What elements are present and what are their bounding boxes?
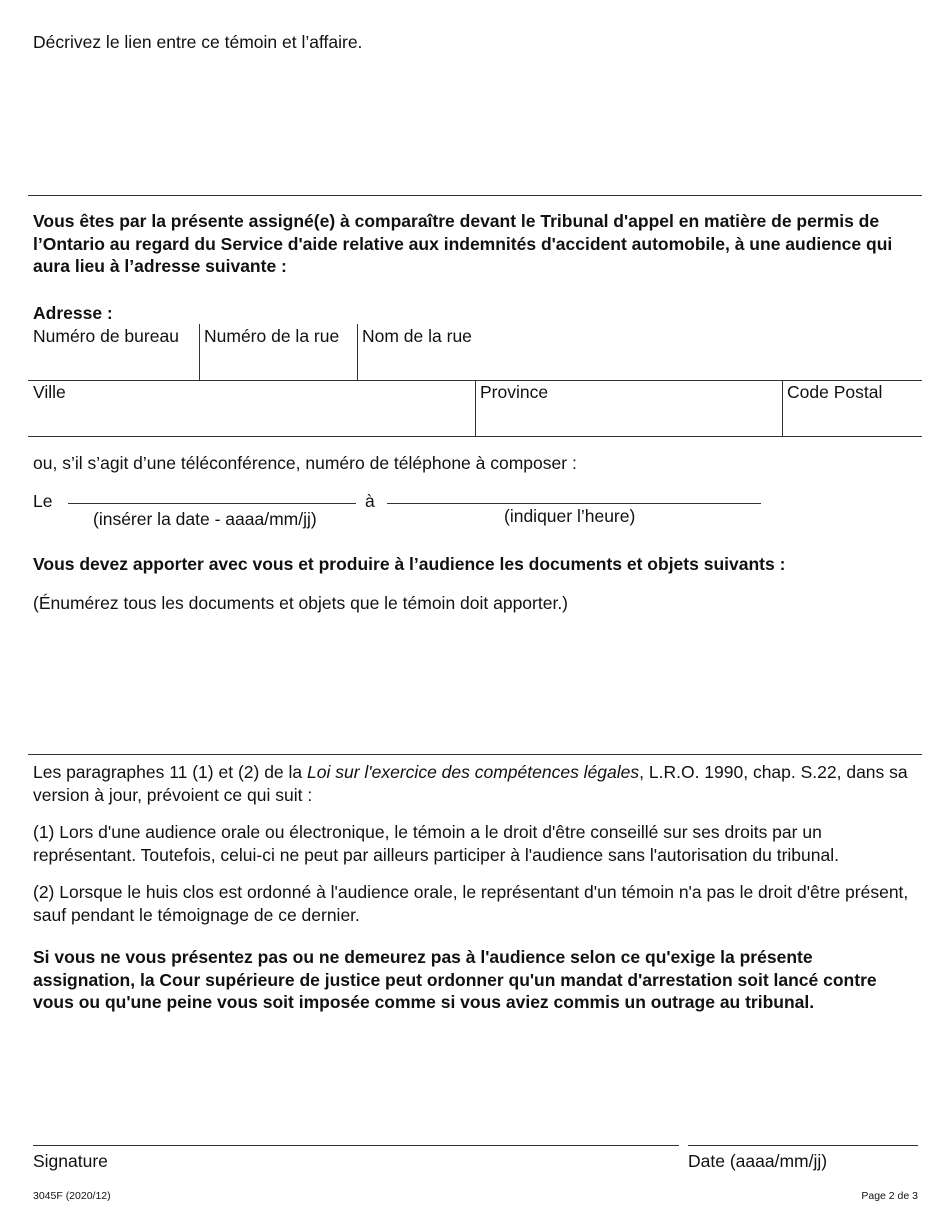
hearing-date-input[interactable] (68, 480, 358, 504)
office-number-label: Numéro de bureau (33, 326, 179, 346)
signature-date-label: Date (aaaa/mm/jj) (688, 1151, 828, 1171)
legal-intro-start: Les paragraphes 11 (1) et (2) de la (33, 762, 308, 782)
witness-link-prompt: Décrivez le lien entre ce témoin et l’affaire. (33, 32, 363, 52)
signature-date-line[interactable] (688, 1145, 918, 1146)
office-number-input[interactable] (33, 352, 197, 378)
legal-paragraph-1: (1) Lors d'une audience orale ou électronique, le témoin a le droit d'être conseillé sur ses droits par un représentant. Toutefois, celui-ci ne peut par ailleurs participer à l'audience sans l'autorisation du tribunal. (33, 822, 839, 865)
time-underline (387, 503, 761, 504)
page-number: Page 2 de 3 (861, 1190, 918, 1202)
signature-label: Signature (33, 1151, 108, 1171)
postal-code-input[interactable] (787, 408, 921, 434)
divider (28, 754, 922, 755)
legal-intro (33, 761, 918, 806)
date-prefix-label: Le (33, 491, 53, 511)
street-number-label: Numéro de la rue (204, 326, 340, 346)
legal-intro-end: , L.R.O. 1990, chap. S.22, dans sa version à jour, prévoient ce qui suit : (33, 762, 908, 805)
field-separator (475, 380, 476, 436)
time-prefix-label: à (365, 491, 375, 511)
divider (28, 436, 922, 437)
teleconference-phone-input[interactable] (618, 451, 920, 477)
date-caption: (insérer la date - aaaa/mm/jj) (93, 509, 317, 529)
legal-paragraph-2: (2) Lorsque le huis clos est ordonné à l'audience orale, le représentant d'un témoin n'a pas le droit d'être présent, sauf pendant le témoignage de ce dernier. (33, 882, 909, 925)
warning-text: Si vous ne vous présentez pas ou ne demeurez pas à l'audience selon ce qu'exige la présente assignation, la Cour supérieure de justice peut ordonner qu'un mandat d'arrestation soit lancé contre vous ou qu'une peine vous soit imposée comme si vous aviez commis un outrage au tribunal. (33, 947, 877, 1012)
documents-heading: Vous devez apporter avec vous et produire à l’audience les documents et objets suivants : (33, 554, 786, 574)
date-underline (68, 503, 356, 504)
summons-text: Vous êtes par la présente assigné(e) à comparaître devant le Tribunal d'appel en matière de permis de l’Ontario au regard du Service d'aide relative aux indemnités d'accident automobile, à une audience qui aura lieu à l’adresse suivante : (33, 211, 893, 276)
province-label: Province (480, 382, 549, 402)
postal-code-label: Code Postal (787, 382, 883, 402)
street-name-label: Nom de la rue (362, 326, 472, 346)
signature-line[interactable] (33, 1145, 679, 1146)
field-separator (782, 380, 783, 436)
act-title: Loi sur l'exercice des compétences légales (307, 762, 640, 782)
hearing-time-input[interactable] (387, 480, 763, 504)
field-separator (357, 324, 358, 380)
province-input[interactable] (480, 408, 780, 434)
witness-link-field[interactable] (33, 58, 922, 190)
city-label: Ville (33, 382, 66, 402)
time-caption: (indiquer l’heure) (504, 506, 636, 526)
divider (28, 195, 922, 196)
field-separator (199, 324, 200, 380)
city-input[interactable] (33, 408, 473, 434)
documents-instruction: (Énumérez tous les documents et objets que le témoin doit apporter.) (33, 593, 569, 613)
form-code: 3045F (2020/12) (33, 1190, 111, 1202)
street-name-input[interactable] (362, 352, 921, 378)
address-heading: Adresse : (33, 303, 113, 323)
street-number-input[interactable] (204, 352, 356, 378)
teleconference-label: ou, s’il s’agit d’une téléconférence, numéro de téléphone à composer : (33, 453, 577, 473)
documents-list-field[interactable] (33, 620, 922, 749)
